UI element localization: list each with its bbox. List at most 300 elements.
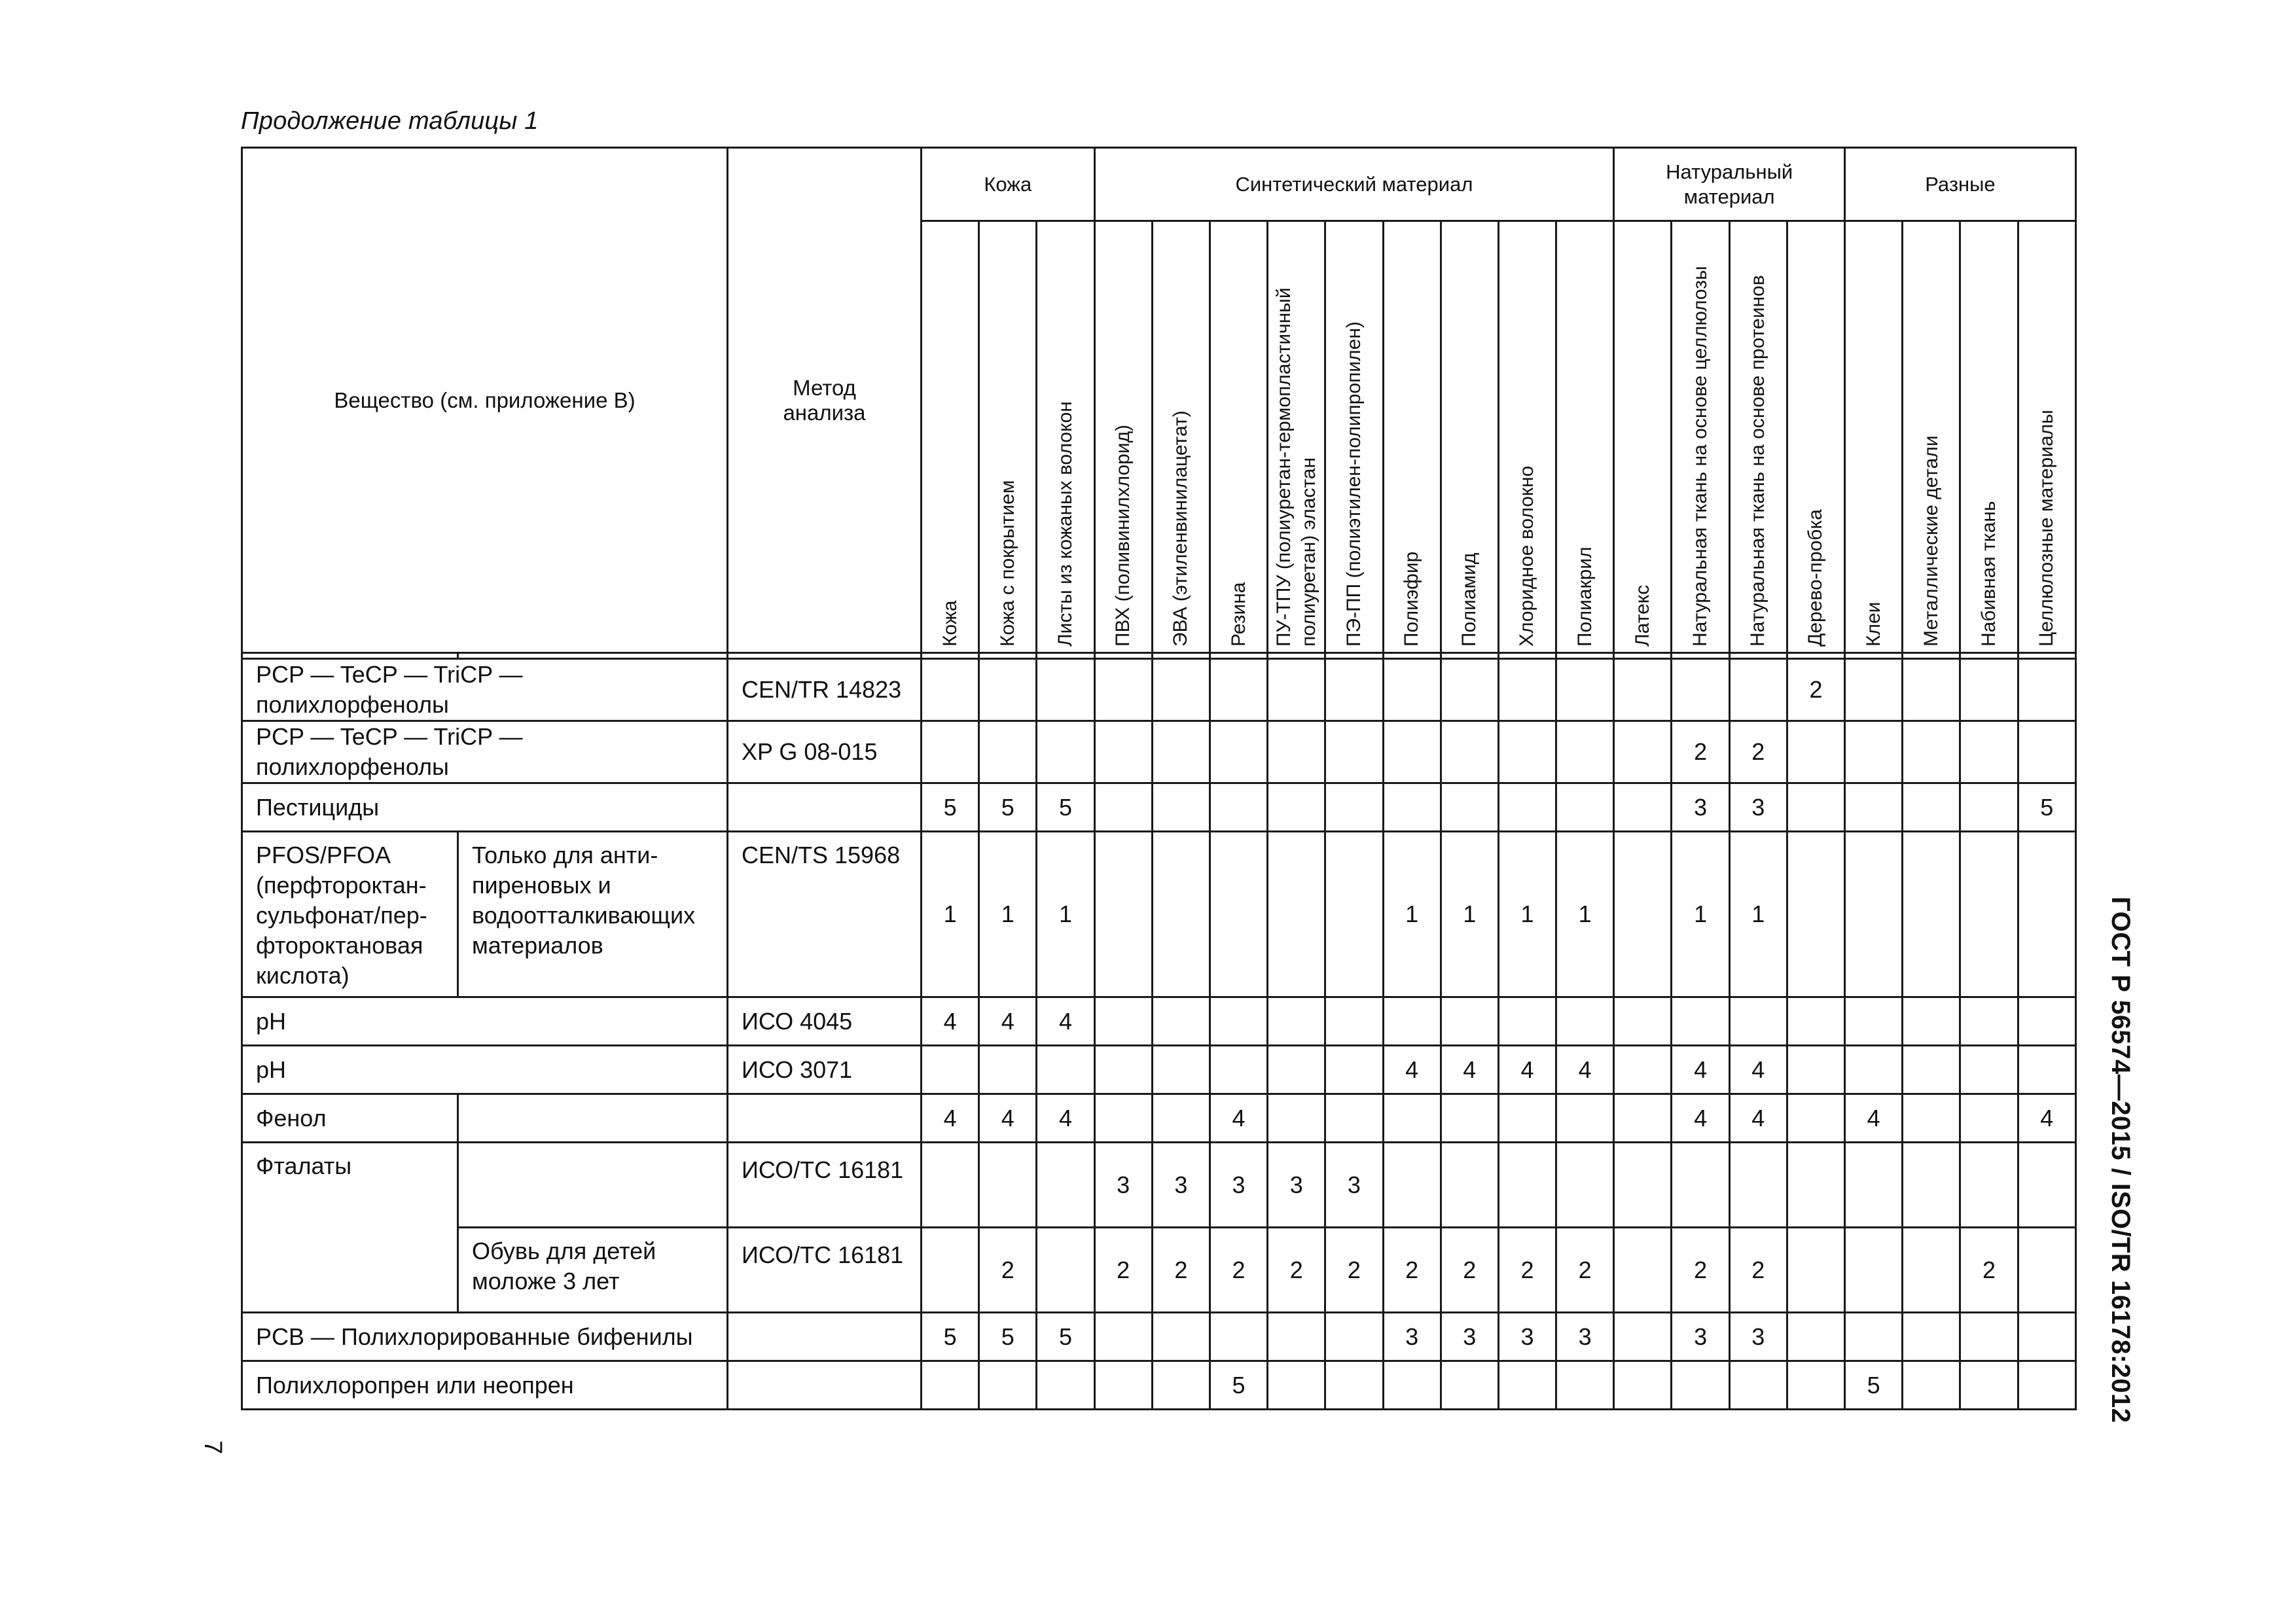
value-cell: [2018, 832, 2075, 997]
value-cell: 2: [1441, 1228, 1498, 1313]
value-cell: [1903, 1094, 1960, 1143]
value-cell: [1268, 997, 1325, 1046]
substance-cell: pH: [242, 997, 728, 1046]
value-cell: [1094, 659, 1152, 721]
value-cell: [1960, 1094, 2018, 1143]
separator-cell: [2018, 653, 2075, 659]
value-cell: 4: [1845, 1094, 1903, 1143]
value-cell: [1903, 1361, 1960, 1410]
value-cell: [2018, 1046, 2075, 1094]
value-cell: [1037, 1143, 1094, 1228]
separator-cell: [1383, 653, 1441, 659]
value-cell: [2018, 721, 2075, 783]
column-header-label: Полиэфир: [1401, 551, 1423, 647]
value-cell: 4: [1729, 1046, 1787, 1094]
substance-cell: Фталаты: [242, 1143, 458, 1313]
column-header-label: Полиакрил: [1573, 546, 1596, 647]
value-cell: [1325, 659, 1383, 721]
value-cell: [1787, 1046, 1844, 1094]
column-header-15: [1787, 221, 1844, 653]
value-cell: 4: [979, 1094, 1037, 1143]
value-cell: [1614, 1094, 1672, 1143]
substance-cell: PFOS/PFOA (перфтороктан-сульфонат/пер-фтороктановая кислота): [242, 832, 458, 997]
column-header-7: [1325, 221, 1383, 653]
value-cell: 2: [1210, 1228, 1267, 1313]
value-cell: [1903, 659, 1960, 721]
value-cell: [1152, 1361, 1210, 1410]
value-cell: [1094, 1361, 1152, 1410]
value-cell: [979, 721, 1037, 783]
value-cell: 4: [922, 1094, 979, 1143]
value-cell: 5: [922, 783, 979, 832]
value-cell: [1903, 721, 1960, 783]
method-cell: [728, 783, 922, 832]
value-cell: 1: [1729, 832, 1787, 997]
column-header-5: [1210, 221, 1267, 653]
value-cell: [1152, 832, 1210, 997]
value-cell: [1094, 1094, 1152, 1143]
value-cell: 4: [922, 997, 979, 1046]
value-cell: [1845, 1046, 1903, 1094]
value-cell: [1672, 997, 1729, 1046]
value-cell: 4: [1383, 1046, 1441, 1094]
table-row: [242, 1094, 2076, 1143]
value-cell: [1845, 659, 1903, 721]
value-cell: 3: [1556, 1313, 1614, 1361]
value-cell: [1556, 1143, 1614, 1228]
value-cell: [922, 659, 979, 721]
table-row: [242, 1046, 2076, 1094]
separator-cell: [728, 653, 922, 659]
value-cell: [1556, 1361, 1614, 1410]
column-header-17: [1903, 221, 1960, 653]
column-header-label: Резина: [1227, 582, 1249, 647]
value-cell: 4: [1037, 1094, 1094, 1143]
value-cell: [1441, 1361, 1498, 1410]
value-cell: [1210, 997, 1267, 1046]
value-cell: [1268, 1094, 1325, 1143]
value-cell: [922, 1046, 979, 1094]
value-cell: [1268, 659, 1325, 721]
document-side-title: ГОСТ Р 56574—2015 / ISO/TR 16178:2012: [2106, 897, 2135, 1423]
value-cell: 2: [1787, 659, 1844, 721]
value-cell: [1383, 997, 1441, 1046]
value-cell: [1903, 1143, 1960, 1228]
note-cell: Обувь для детей моложе 3 лет: [458, 1228, 728, 1313]
value-cell: [1094, 997, 1152, 1046]
column-header-1: [979, 221, 1037, 653]
separator-cell: [1325, 653, 1383, 659]
value-cell: [979, 1361, 1037, 1410]
column-header-label: Кожа с покрытием: [996, 480, 1018, 647]
separator-cell: [1556, 653, 1614, 659]
separator-cell: [922, 653, 979, 659]
value-cell: [1845, 783, 1903, 832]
value-cell: 1: [1498, 832, 1556, 997]
separator-cell: [1729, 653, 1787, 659]
value-cell: 2: [1729, 1228, 1787, 1313]
value-cell: [1845, 721, 1903, 783]
value-cell: 4: [1672, 1094, 1729, 1143]
value-cell: 5: [922, 1313, 979, 1361]
value-cell: 1: [1383, 832, 1441, 997]
value-cell: [1787, 1313, 1844, 1361]
value-cell: [1960, 832, 2018, 997]
value-cell: [1152, 659, 1210, 721]
value-cell: [1152, 1313, 1210, 1361]
value-cell: 4: [979, 997, 1037, 1046]
table-row: [242, 1143, 2076, 1228]
value-cell: [1845, 1313, 1903, 1361]
value-cell: [1787, 783, 1844, 832]
value-cell: [2018, 659, 2075, 721]
value-cell: [1614, 659, 1672, 721]
column-header-label: Целлюлозные материалы: [2036, 410, 2058, 647]
value-cell: [1441, 1094, 1498, 1143]
header-substance: Вещество (см. приложение В): [242, 148, 728, 653]
separator-cell: [1268, 653, 1325, 659]
value-cell: [1787, 832, 1844, 997]
page-number: 7: [199, 1440, 227, 1455]
value-cell: [1729, 997, 1787, 1046]
method-cell: ИСО/ТС 16181: [728, 1143, 922, 1228]
value-cell: 4: [1037, 997, 1094, 1046]
value-cell: [1556, 997, 1614, 1046]
value-cell: 3: [1672, 1313, 1729, 1361]
value-cell: 4: [1556, 1046, 1614, 1094]
table-row: [242, 783, 2076, 832]
value-cell: [1498, 1143, 1556, 1228]
value-cell: [1787, 1361, 1844, 1410]
value-cell: [1037, 1361, 1094, 1410]
column-header-2: [1037, 221, 1094, 653]
substance-cell: Фенол: [242, 1094, 458, 1143]
method-cell: CEN/TR 14823: [728, 659, 922, 721]
value-cell: [922, 1228, 979, 1313]
separator-cell: [458, 653, 728, 659]
value-cell: [1383, 1094, 1441, 1143]
separator-cell: [979, 653, 1037, 659]
value-cell: [1268, 1046, 1325, 1094]
value-cell: [1152, 783, 1210, 832]
substances-table: [241, 147, 2077, 1410]
value-cell: 2: [979, 1228, 1037, 1313]
value-cell: [1094, 1313, 1152, 1361]
value-cell: [1037, 1228, 1094, 1313]
value-cell: [1614, 1046, 1672, 1094]
value-cell: [1787, 997, 1844, 1046]
column-header-label: Полиамид: [1458, 552, 1480, 647]
value-cell: 5: [1037, 783, 1094, 832]
value-cell: [1441, 783, 1498, 832]
value-cell: [1498, 721, 1556, 783]
separator-cell: [1152, 653, 1210, 659]
value-cell: [1787, 721, 1844, 783]
method-cell: CEN/TS 15968: [728, 832, 922, 997]
value-cell: [1845, 1228, 1903, 1313]
value-cell: [1441, 721, 1498, 783]
separator-cell: [242, 653, 458, 659]
column-header-16: [1845, 221, 1903, 653]
separator-cell: [1672, 653, 1729, 659]
value-cell: 1: [1441, 832, 1498, 997]
column-header-19: [2018, 221, 2075, 653]
separator-cell: [1960, 653, 2018, 659]
value-cell: [1152, 1094, 1210, 1143]
value-cell: 2: [1268, 1228, 1325, 1313]
column-header-label: Натуральная ткань на основе протеинов: [1747, 275, 1769, 647]
value-cell: [1383, 659, 1441, 721]
column-header-label: Листы из кожаных волокон: [1054, 401, 1076, 647]
value-cell: [1787, 1228, 1844, 1313]
value-cell: [1441, 1143, 1498, 1228]
value-cell: [1325, 832, 1383, 997]
column-header-label: Набивная ткань: [1978, 501, 2000, 647]
column-header-6: [1268, 221, 1325, 653]
value-cell: [1210, 659, 1267, 721]
separator-cell: [1498, 653, 1556, 659]
value-cell: [1268, 783, 1325, 832]
value-cell: [1498, 1094, 1556, 1143]
table-row: [242, 1228, 2076, 1313]
value-cell: 2: [1960, 1228, 2018, 1313]
value-cell: [1960, 783, 2018, 832]
column-header-0: [922, 221, 979, 653]
value-cell: [1325, 1094, 1383, 1143]
header-group-leather: Кожа: [922, 148, 1095, 221]
header-group-misc: Разные: [1845, 148, 2076, 221]
value-cell: [1903, 783, 1960, 832]
value-cell: 1: [1556, 832, 1614, 997]
substance-cell: pH: [242, 1046, 728, 1094]
value-cell: [1094, 783, 1152, 832]
header-group-synthetic: Синтетический материал: [1094, 148, 1614, 221]
column-header-3: [1094, 221, 1152, 653]
header-group-natural: Натуральный материал: [1614, 148, 1845, 221]
value-cell: [1152, 721, 1210, 783]
value-cell: [1903, 832, 1960, 997]
substance-cell: PCP — TeCP — TriCP — полихлорфенолы: [242, 721, 728, 783]
value-cell: 1: [922, 832, 979, 997]
value-cell: [1325, 721, 1383, 783]
table-row: [242, 1361, 2076, 1410]
column-header-label: ПВХ (поливинилхлорид): [1112, 424, 1134, 647]
value-cell: [1498, 997, 1556, 1046]
value-cell: 2: [1152, 1228, 1210, 1313]
table-row: [242, 832, 2076, 997]
value-cell: 3: [1094, 1143, 1152, 1228]
value-cell: 2: [1672, 1228, 1729, 1313]
method-cell: ИСО/ТС 16181: [728, 1228, 922, 1313]
value-cell: [979, 1046, 1037, 1094]
substance-cell: Полихлоропрен или неопрен: [242, 1361, 728, 1410]
value-cell: [2018, 1228, 2075, 1313]
value-cell: [979, 659, 1037, 721]
value-cell: [1614, 1228, 1672, 1313]
substance-cell: PCB — Полихлорированные бифенилы: [242, 1313, 728, 1361]
value-cell: [1672, 1143, 1729, 1228]
value-cell: 2: [1383, 1228, 1441, 1313]
separator-cell: [1210, 653, 1267, 659]
value-cell: 2: [1729, 721, 1787, 783]
value-cell: [1556, 783, 1614, 832]
value-cell: [1498, 1361, 1556, 1410]
value-cell: 5: [1845, 1361, 1903, 1410]
value-cell: [1383, 783, 1441, 832]
header-method: Метод анализа: [728, 148, 922, 653]
value-cell: [1614, 783, 1672, 832]
value-cell: 3: [1729, 783, 1787, 832]
note-cell: Только для анти-пиреновых и водоотталкивающих материалов: [458, 832, 728, 997]
method-cell: ИСО 3071: [728, 1046, 922, 1094]
value-cell: [1152, 1046, 1210, 1094]
column-header-label: ПЭ-ПП (полиэтилен-полипропилен): [1342, 321, 1365, 647]
value-cell: [1210, 783, 1267, 832]
value-cell: [1094, 1046, 1152, 1094]
value-cell: [1903, 997, 1960, 1046]
value-cell: 3: [1498, 1313, 1556, 1361]
value-cell: [1268, 832, 1325, 997]
value-cell: [1441, 997, 1498, 1046]
separator-cell: [1903, 653, 1960, 659]
column-header-11: [1556, 221, 1614, 653]
value-cell: 5: [2018, 783, 2075, 832]
substance-cell: PCP — TeCP — TriCP — полихлорфенолы: [242, 659, 728, 721]
value-cell: [1325, 1313, 1383, 1361]
table-row: [242, 659, 2076, 721]
value-cell: [1729, 1361, 1787, 1410]
value-cell: [1210, 1313, 1267, 1361]
value-cell: [1845, 832, 1903, 997]
value-cell: 2: [1498, 1228, 1556, 1313]
value-cell: [1037, 1046, 1094, 1094]
value-cell: [1960, 1046, 2018, 1094]
value-cell: [1614, 1313, 1672, 1361]
value-cell: [1960, 1143, 2018, 1228]
value-cell: [1787, 1094, 1844, 1143]
value-cell: [1903, 1313, 1960, 1361]
separator-cell: [1441, 653, 1498, 659]
value-cell: [1325, 783, 1383, 832]
value-cell: [1960, 721, 2018, 783]
value-cell: 4: [1729, 1094, 1787, 1143]
table-row: [242, 997, 2076, 1046]
column-header-label: ЭВА (этиленвинилацетат): [1170, 410, 1192, 647]
value-cell: 3: [1441, 1313, 1498, 1361]
value-cell: [1614, 1143, 1672, 1228]
method-cell: [728, 1313, 922, 1361]
column-header-12: [1614, 221, 1672, 653]
value-cell: 1: [979, 832, 1037, 997]
value-cell: [1498, 659, 1556, 721]
value-cell: 3: [1152, 1143, 1210, 1228]
table-row: [242, 1313, 2076, 1361]
separator-cell: [1094, 653, 1152, 659]
value-cell: [2018, 997, 2075, 1046]
value-cell: [1960, 1313, 2018, 1361]
value-cell: [2018, 1143, 2075, 1228]
value-cell: [1614, 997, 1672, 1046]
value-cell: [1037, 721, 1094, 783]
value-cell: [1152, 997, 1210, 1046]
value-cell: [1556, 721, 1614, 783]
value-cell: [1210, 721, 1267, 783]
value-cell: [1845, 1143, 1903, 1228]
column-header-14: [1729, 221, 1787, 653]
column-header-label: Металлические детали: [1920, 435, 1942, 647]
header-row-groups: [242, 148, 2076, 221]
value-cell: [1960, 659, 2018, 721]
value-cell: 4: [1498, 1046, 1556, 1094]
column-header-18: [1960, 221, 2018, 653]
column-header-label: Натуральная ткань на основе целлюлозы: [1689, 266, 1712, 647]
value-cell: 2: [1672, 721, 1729, 783]
value-cell: [1441, 659, 1498, 721]
value-cell: [922, 721, 979, 783]
value-cell: [1268, 721, 1325, 783]
value-cell: 1: [1037, 832, 1094, 997]
value-cell: [1556, 1094, 1614, 1143]
method-cell: XP G 08-015: [728, 721, 922, 783]
substance-cell: Пестициды: [242, 783, 728, 832]
value-cell: 3: [1325, 1143, 1383, 1228]
value-cell: [922, 1143, 979, 1228]
separator-cell: [1787, 653, 1844, 659]
column-header-label: Латекс: [1631, 584, 1653, 647]
value-cell: [1325, 997, 1383, 1046]
column-header-label: ПУ-ТПУ (полиуретан-термопластичный полиуретан) эластан: [1272, 287, 1319, 647]
separator-cell: [1037, 653, 1094, 659]
value-cell: [1614, 721, 1672, 783]
value-cell: [1960, 997, 2018, 1046]
value-cell: 5: [979, 783, 1037, 832]
method-cell: ИСО 4045: [728, 997, 922, 1046]
value-cell: [922, 1361, 979, 1410]
value-cell: [1672, 659, 1729, 721]
value-cell: 1: [1672, 832, 1729, 997]
separator-cell: [1614, 653, 1672, 659]
value-cell: 5: [979, 1313, 1037, 1361]
column-header-13: [1672, 221, 1729, 653]
value-cell: [1383, 1361, 1441, 1410]
value-cell: [2018, 1313, 2075, 1361]
value-cell: [2018, 1361, 2075, 1410]
value-cell: 3: [1210, 1143, 1267, 1228]
table-container: [241, 147, 2075, 1399]
value-cell: [1672, 1361, 1729, 1410]
value-cell: 2: [1556, 1228, 1614, 1313]
column-header-label: Хлоридное волокно: [1516, 465, 1538, 647]
value-cell: 3: [1383, 1313, 1441, 1361]
value-cell: [1614, 1361, 1672, 1410]
column-header-8: [1383, 221, 1441, 653]
value-cell: [1383, 1143, 1441, 1228]
value-cell: [1037, 659, 1094, 721]
value-cell: 4: [1210, 1094, 1267, 1143]
value-cell: [1094, 721, 1152, 783]
note-cell: [458, 1094, 728, 1143]
value-cell: [1094, 832, 1152, 997]
method-cell: [728, 1361, 922, 1410]
value-cell: [1787, 1143, 1844, 1228]
value-cell: [1729, 1143, 1787, 1228]
column-header-label: Дерево-пробка: [1804, 509, 1827, 647]
value-cell: [1556, 659, 1614, 721]
value-cell: 3: [1268, 1143, 1325, 1228]
value-cell: [1268, 1313, 1325, 1361]
value-cell: [1210, 1046, 1267, 1094]
value-cell: [1845, 997, 1903, 1046]
